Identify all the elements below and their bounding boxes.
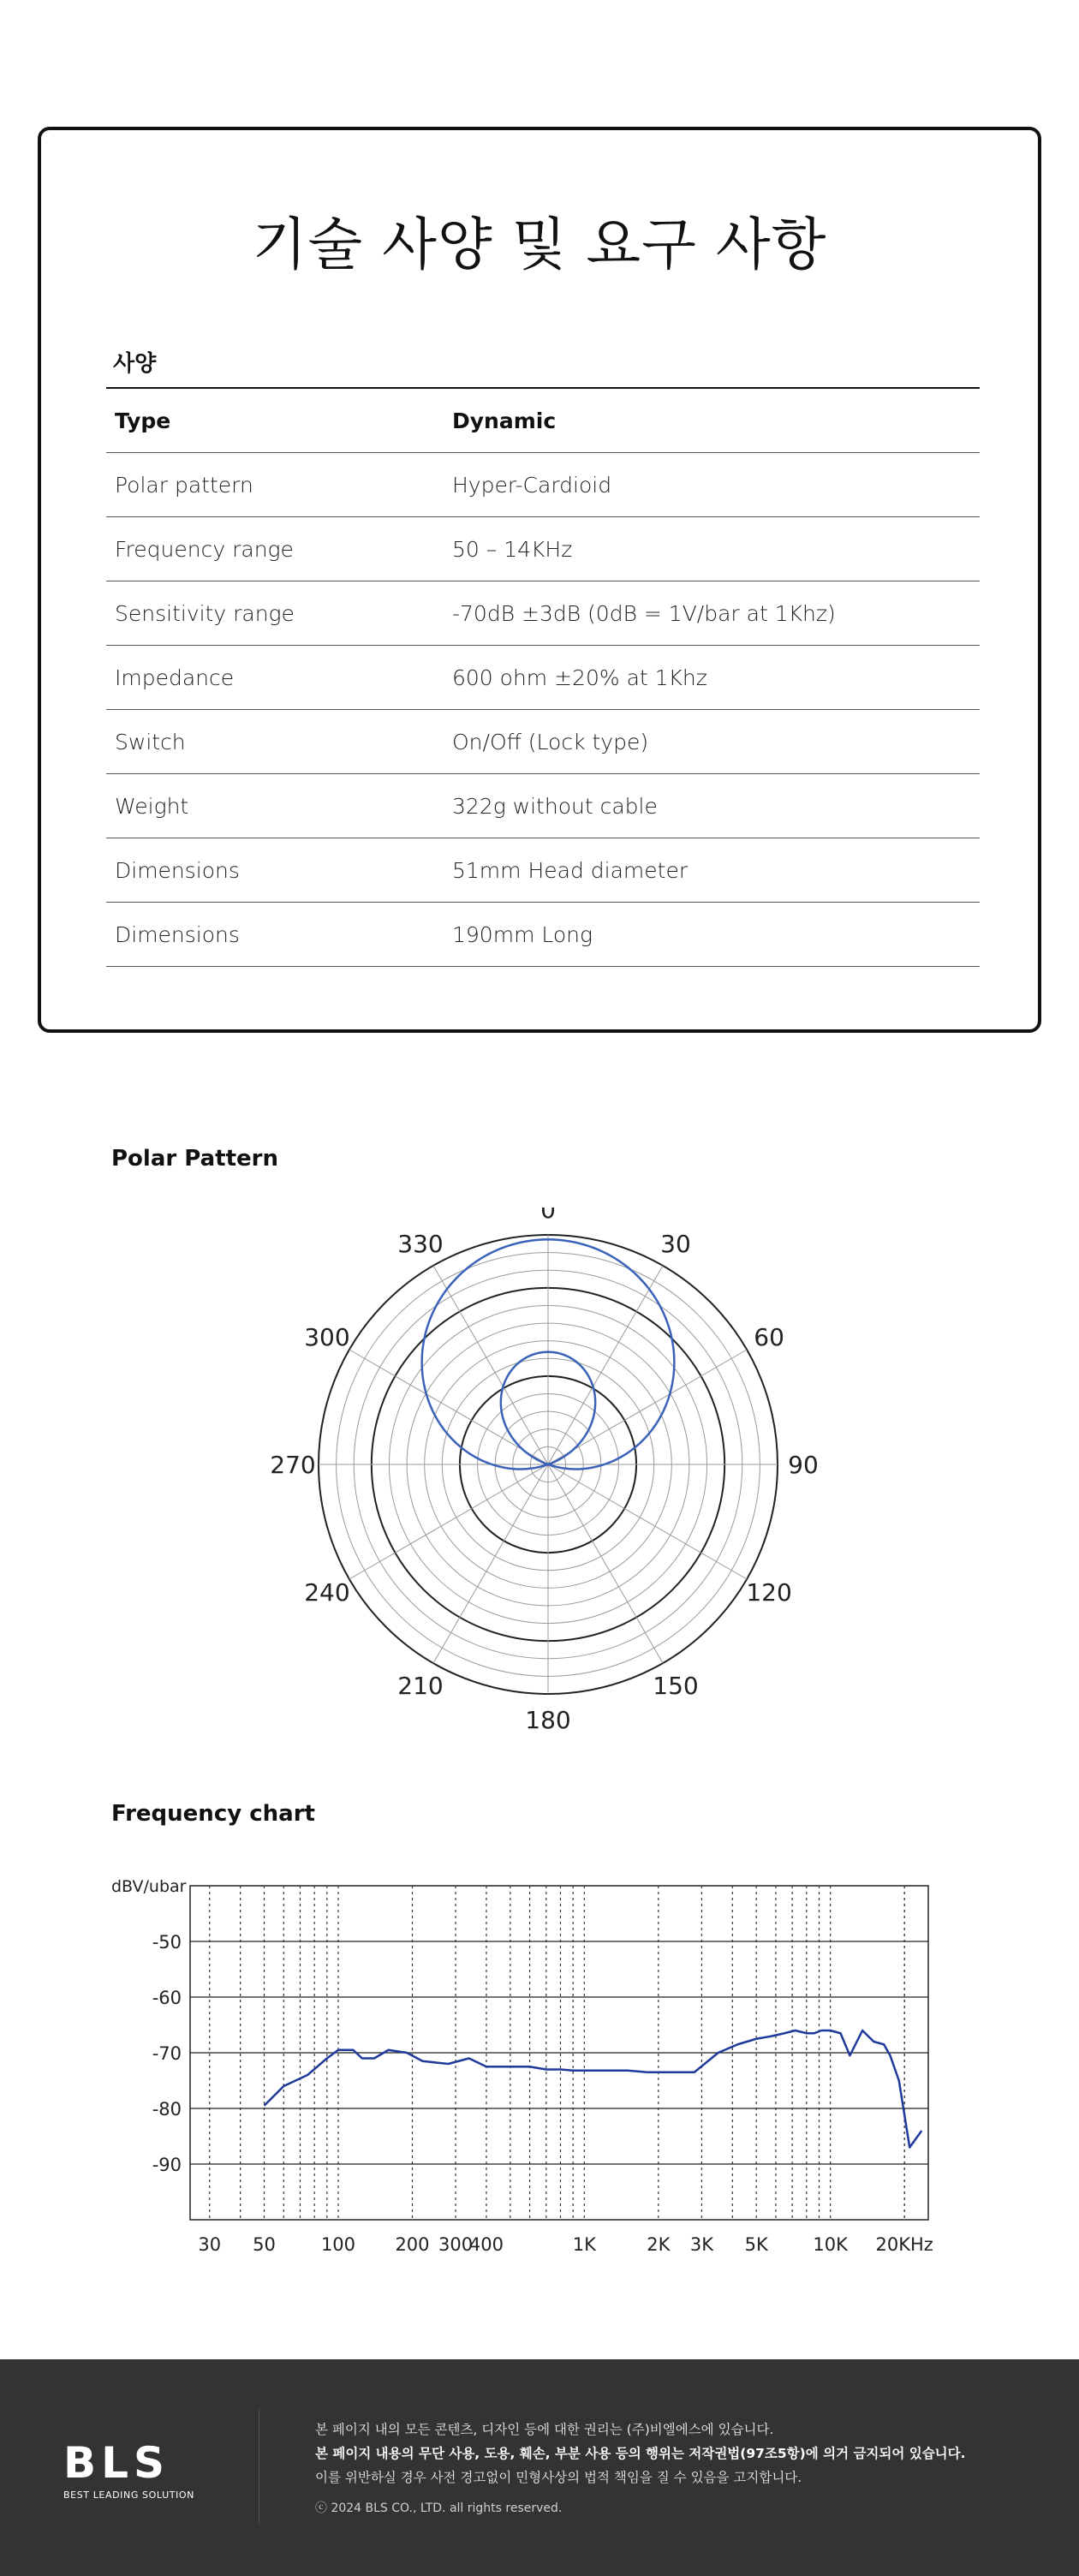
polar-chart [257, 1208, 822, 1738]
polar-spoke [548, 1350, 747, 1464]
footer-copyright: ⓒ 2024 BLS CO., LTD. all rights reserved. [315, 2501, 563, 2515]
polar-spoke [548, 1266, 663, 1464]
spec-table [106, 387, 980, 967]
spec-value: On/Off (Lock type) [444, 710, 980, 774]
x-tick-label: 20KHz [875, 2234, 933, 2255]
footer-legal-line: 이를 위반하실 경우 사전 경고없이 민형사상의 법적 책임을 질 수 있음을 고지합니다. [315, 2470, 802, 2485]
x-tick-label: 100 [320, 2234, 356, 2255]
table-row [106, 453, 980, 517]
y-tick-label: -90 [152, 2155, 182, 2175]
spec-key: Polar pattern [106, 453, 444, 517]
polar-spoke [433, 1266, 548, 1464]
x-tick-label: 400 [468, 2234, 504, 2255]
polar-spoke [349, 1350, 548, 1464]
spec-key: Type [106, 388, 444, 453]
table-row [106, 581, 980, 646]
bls-logo-tagline: BEST LEADING SOLUTION [63, 2490, 194, 2501]
frequency-chart-heading: Frequency chart [111, 1801, 315, 1827]
polar-angle-label: 30 [660, 1229, 691, 1258]
table-row [106, 710, 980, 774]
spec-key: Dimensions [106, 903, 444, 967]
polar-chart-svg [257, 1208, 822, 1738]
footer [0, 2359, 1079, 2576]
spec-key: Impedance [106, 646, 444, 710]
x-tick-label: 5K [744, 2234, 768, 2255]
spec-value: 51mm Head diameter [444, 838, 980, 903]
table-row [106, 388, 980, 453]
y-tick-label: -60 [152, 1988, 182, 2008]
polar-angle-label: 120 [746, 1578, 792, 1607]
y-axis-label: dBV/ubar [111, 1877, 187, 1896]
polar-angle-label: 0 [540, 1208, 556, 1224]
y-tick-label: -70 [152, 2043, 182, 2064]
spec-value: Hyper-Cardioid [444, 453, 980, 517]
bls-logo: BLS [63, 2438, 170, 2488]
polar-spoke [548, 1464, 747, 1579]
polar-pattern-heading: Polar Pattern [111, 1146, 278, 1172]
polar-angle-label: 150 [653, 1672, 699, 1701]
y-tick-label: -80 [152, 2099, 182, 2120]
frequency-chart [103, 1867, 993, 2261]
polar-spoke [548, 1464, 663, 1663]
table-row [106, 903, 980, 967]
polar-angle-label: 270 [270, 1451, 316, 1479]
spec-value: 50 – 14KHz [444, 517, 980, 581]
spec-key: Weight [106, 774, 444, 838]
x-tick-label: 10K [813, 2234, 848, 2255]
polar-angle-label: 210 [397, 1672, 444, 1701]
spec-value: 190mm Long [444, 903, 980, 967]
x-tick-label: 3K [689, 2234, 713, 2255]
polar-spoke [349, 1464, 548, 1579]
x-tick-label: 30 [198, 2234, 222, 2255]
page-title: 기술 사양 및 요구 사항 [252, 212, 827, 277]
table-row [106, 838, 980, 903]
frequency-response-line [265, 2030, 922, 2148]
polar-angle-label: 300 [304, 1323, 350, 1351]
spec-key: Sensitivity range [106, 581, 444, 646]
x-tick-label: 2K [647, 2234, 671, 2255]
spec-key: Frequency range [106, 517, 444, 581]
polar-angle-label: 60 [754, 1323, 784, 1351]
spec-value: Dynamic [444, 388, 980, 453]
spec-key: Switch [106, 710, 444, 774]
footer-rights-line: 본 페이지 내의 모든 콘텐츠, 디자인 등에 대한 권리는 (주)비엘에스에 있습니다. [315, 2422, 774, 2437]
spec-key: Dimensions [106, 838, 444, 903]
spec-section-heading: 사양 [113, 351, 157, 377]
polar-angle-label: 240 [304, 1578, 350, 1607]
table-row [106, 774, 980, 838]
x-tick-label: 200 [395, 2234, 430, 2255]
x-tick-label: 1K [572, 2234, 596, 2255]
polar-angle-label: 90 [788, 1451, 819, 1479]
footer-notice [315, 2418, 966, 2520]
spec-value: 600 ohm ±20% at 1Khz [444, 646, 980, 710]
x-tick-label: 50 [253, 2234, 276, 2255]
table-row [106, 646, 980, 710]
polar-spoke [433, 1464, 548, 1663]
polar-angle-label: 180 [525, 1706, 571, 1734]
spec-card [38, 127, 1041, 1033]
spec-value: -70dB ±3dB (0dB = 1V/bar at 1Khz) [444, 581, 980, 646]
y-tick-label: -50 [152, 1932, 182, 1953]
polar-angle-label: 330 [397, 1229, 444, 1258]
footer-copyright-warning: 본 페이지 내용의 무단 사용, 도용, 훼손, 부분 사용 등의 행위는 저작권법(97조5항)에 의거 금지되어 있습니다. [315, 2446, 966, 2461]
table-row [106, 517, 980, 581]
x-tick-label: 300 [438, 2234, 474, 2255]
spec-value: 322g without cable [444, 774, 980, 838]
frequency-chart-svg [103, 1867, 993, 2261]
